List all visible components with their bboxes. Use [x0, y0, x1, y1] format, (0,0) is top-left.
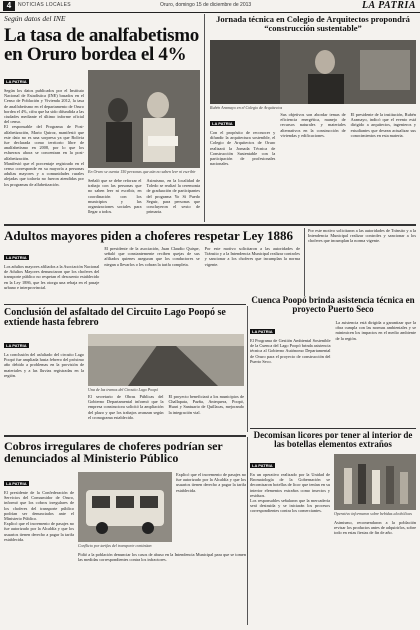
photo-illustration — [210, 40, 416, 104]
photo-road — [88, 334, 244, 386]
body-text: El Programa de Gestión Ambiental Sostenible de la Cuenca del Lago Poopó brinda asistencia técnica al Gobierno Autónomo Departamental de Oruro para el proyecto de construcción del Puerto Seco. — [250, 338, 331, 364]
headline: La tasa de analfabetismo en Oruro bordea el 4% — [4, 25, 199, 65]
page-number: 4 — [3, 1, 15, 11]
article4-body — [250, 320, 416, 426]
body-text: En un operativo realizado por la Unidad de Bromatología de la Gobernación se decomisaron botellas de licor que tenían en su interior elementos extraños como insectos y residuos. — [250, 472, 330, 498]
byline-tag: LA PATRIA — [6, 343, 27, 348]
body-text: Con el propósito de reconocer y difundir la arquitectura sostenible, el Colegio de Arquitectos de Oruro realizará la Jornada Técnica de Construcción Sustentable con la participación de profesionales nacionales. — [210, 130, 276, 167]
article5-headline: Conclusión del asfaltado del Circuito Lago Poopó se extiende hasta febrero — [4, 307, 226, 328]
body-text: El presidente de la institución, Rubén Aramayo, indicó que el evento está dirigido a arquitectos, ingenieros y estudiantes que desean actualizar sus conocimientos en esta materia. — [350, 112, 416, 138]
article2-headline: Jornada técnica en Colegio de Arquitectos propondrá “construcción sustentable” — [216, 14, 410, 33]
body-text: Señaló que se debe reforzar el trabajo con las personas que no saben leer ni escribir, en coordinación con los municipios y las organizaciones sociales para llegar a todos. — [88, 178, 142, 215]
article3-body — [4, 246, 300, 302]
body-text: El presidente de la Confederación de Servicios del Consumidor de Oruro, informó que los cobros irregulares de los choferes del transporte público podrían ser denunciados ante el Ministerio Público. — [4, 490, 74, 522]
photo-illustration — [78, 472, 172, 542]
column-divider — [204, 14, 205, 222]
body-text: El proyecto beneficiará a los municipios de Challapata, Pazña, Antequera, Poopó, Huari y Santuario de Quillacas, mejorando la integración vial. — [168, 394, 244, 415]
lead-text: Según los datos publicados por el Instituto Nacional de Estadística (INE) basados en el Censo de Población y Vivienda 2012, la tasa de analfabetismo en el departamento de Oruro bordea el 4%, cifra que ha sido difundida a las ciudades mediante el último informe oficial del censo. — [4, 88, 84, 125]
article7-headline: Cobros irregulares de choferes podrían ser denunciados al Ministerio Público — [4, 439, 223, 465]
photo-caption: Una de las tramos del Circuito Lago Poopó — [88, 387, 159, 392]
masthead: LA PATRIA — [361, 0, 416, 11]
photo-illustration — [88, 334, 244, 386]
photo-caption: En Oruro se cuenta 150 personas que aún no saben leer ni escribir — [88, 169, 196, 174]
body-text: Por este motivo solicitaron a las autoridades de Tránsito y a la Intendencia Municipal realizar controles y sancionar a los choferes que incumplan la norma vigente. — [308, 228, 416, 244]
photo-illustration — [334, 454, 416, 510]
body-text: Por este motivo solicitaron a las autoridades de Tránsito y a la Intendencia Municipal realizar controles y sancionar a los choferes que incumplan la norma vigente. — [204, 246, 300, 267]
photo-literacy-class — [88, 70, 200, 168]
byline-tag: LA PATRIA — [6, 255, 27, 260]
article5-body — [88, 394, 244, 432]
article3-headline: Adultos mayores piden a choferes respetar Ley 1886 — [4, 228, 293, 243]
photo-illustration — [88, 70, 200, 168]
article7-col3 — [176, 472, 246, 550]
kicker: Según datos del INE — [4, 14, 66, 23]
article1-col1 — [4, 70, 84, 222]
article6-col2 — [334, 520, 416, 624]
article-analfabetismo — [4, 14, 200, 64]
photo-caption: Conflicto por tarifas del transporte continúan — [78, 543, 152, 548]
body-text: Los responsables señalaron que la mercadería será destruida y se iniciarán los procesos correspondientes contra los comerciantes. — [250, 498, 330, 514]
article7-body — [78, 552, 246, 624]
body-text: Los adultos mayores afiliados a la Asociación Nacional de Adultos Mayores denunciaron que los choferes del transporte público no respetan el descuento establecido en la Ley 1886, que les otorga una rebaja en el pasaje urbano e interprovincial. — [4, 264, 100, 290]
body-text: Asimismo, en la localidad de Toledo se realizó la ceremonia de graduación de participantes del programa Yo Sí Puedo Seguir, para personas que concluyeron el sexto de primaria. — [146, 178, 200, 215]
horizontal-divider — [4, 304, 246, 305]
column-divider — [304, 228, 305, 302]
byline-tag: LA PATRIA — [6, 481, 27, 486]
column-divider — [247, 306, 248, 432]
body-text: La asistencia está dirigida a garantizar que la obra cumpla con las normas ambientales y se minimicen los impactos en el medio ambiente de la región. — [335, 320, 416, 341]
body-text: El secretario de Obras Públicas del Gobierno Departamental informó que la empresa constructora solicitó la ampliación del plazo y que los trabajos avanzan según el cronograma establecido. — [88, 394, 164, 420]
article6-col1 — [250, 454, 330, 624]
article2-body — [210, 112, 416, 222]
photo-caption: Rubén Aramayo en el Colegio de Arquitectos — [210, 105, 283, 110]
byline-tag: LA PATRIA — [252, 329, 273, 334]
byline-tag: LA PATRIA — [6, 79, 27, 84]
body-text: Asimismo, recomendaron a la población revisar los productos antes de adquirirlos, sobre todo en estas fiestas de fin de año. — [334, 520, 416, 536]
article1-col2 — [88, 178, 200, 222]
dateline: Oruro, domingo 15 de diciembre de 2013 — [160, 2, 252, 8]
horizontal-divider — [250, 428, 416, 429]
body-text: Explicó que el incremento de pasajes no fue autorizado por la Alcaldía y que los usuarios tienen derecho a pagar la tarifa establecida. — [176, 472, 246, 493]
photo-bottles — [334, 454, 416, 510]
body-text: Explicó que el incremento de pasajes no fue autorizado por la Alcaldía y que los usuarios tienen derecho a pagar la tarifa establecida. — [4, 521, 74, 542]
byline-tag: LA PATRIA — [252, 463, 273, 468]
body-text: Pidió a la población denunciar los casos de abuso en la Intendencia Municipal para que se tomen las medidas correspondientes contra los infractores. — [78, 552, 246, 563]
byline-tag: LA PATRIA — [212, 121, 233, 126]
photo-caption: Operativo informaron sobre bebidas alcohólicas — [334, 511, 412, 516]
photo-architect — [210, 40, 416, 104]
body-text: El responsable del Programa de Post-alfabetización, Mario Quiroz, manifestó que este dato no es una sorpresa ya que Bolivia fue declarada como territorio libre de analfabetismo en 2008, por lo que los esfuerzos ahora se concentran en la post-alfabetización. — [4, 124, 84, 161]
body-text: La conclusión del asfaltado del circuito Lago Poopó fue ampliada hasta febrero del próximo año debido a problemas en la provisión de materiales y a las lluvias registradas en la región. — [4, 352, 84, 378]
article4-headline: Cuenca Poopó brinda asistencia técnica en proyecto Puerto Seco — [251, 295, 415, 314]
article6-headline: Decomisan licores por tener al interior de las botellas elementos extraños — [253, 430, 413, 449]
body-text: Manifestó que el porcentaje registrado en el censo corresponde en su mayoría a personas adultas mayores y a comunidades rurales alejadas que todavía no fueron atendidas por los programas de alfabetización. — [4, 160, 84, 187]
body-text: Sus objetivos son abordar temas de eficiencia energética, manejo de recursos naturales y materiales alternativos en la construcción de viviendas y edificaciones. — [280, 112, 346, 138]
column-divider — [247, 437, 248, 625]
photo-minibus — [78, 472, 172, 542]
section-name: NOTICIAS LOCALES — [18, 2, 71, 8]
horizontal-divider — [4, 435, 246, 437]
article3-right-col — [308, 228, 416, 294]
article7-col1 — [4, 472, 74, 624]
horizontal-divider — [4, 224, 416, 226]
article5-col1 — [4, 334, 84, 432]
body-text: El presidente de la asociación, Juan Claudio Quispe, señaló que constantemente reciben quejas de sus afiliados quienes aseguran que los conductores se niegan a llevarlos o les cobran la tarifa completa. — [104, 246, 200, 267]
